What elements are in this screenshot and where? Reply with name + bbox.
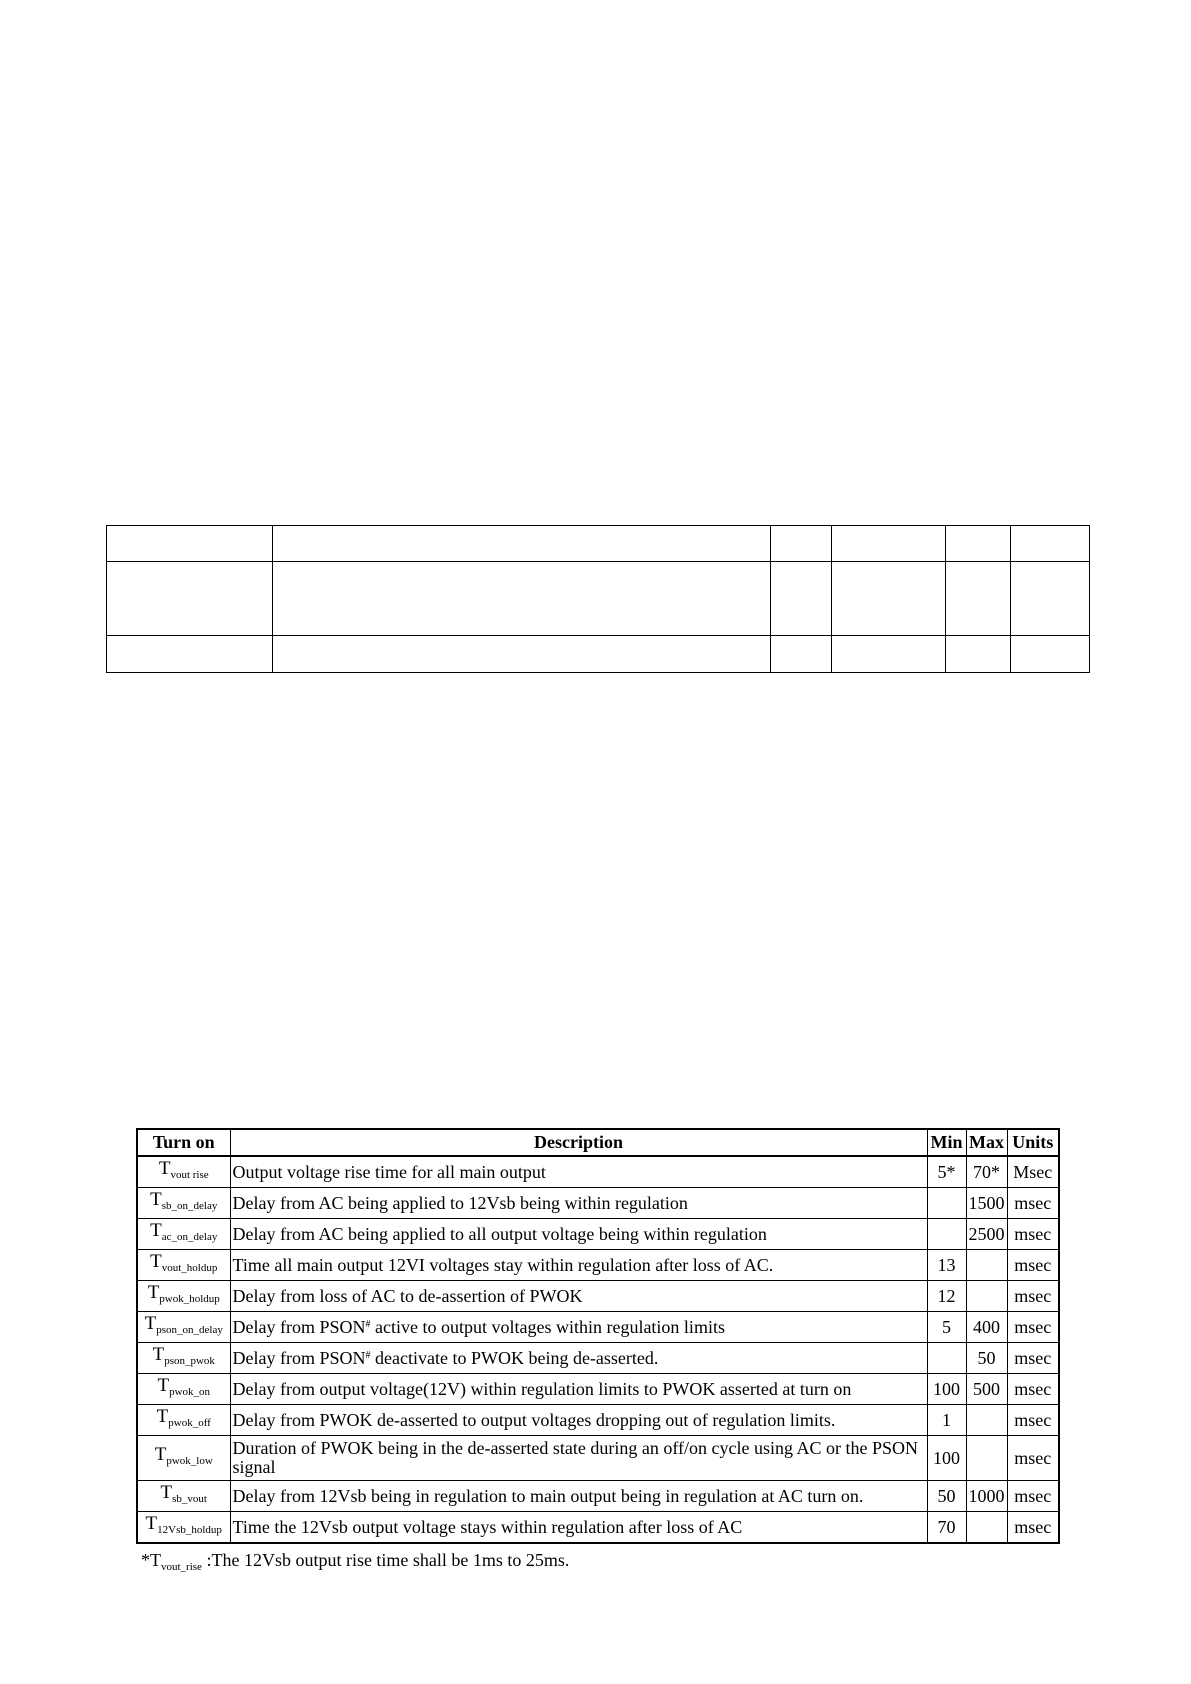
max-cell: 2500 [966,1219,1007,1250]
param-cell: $T_{12Vsb\_holdup}$ [137,1512,230,1544]
max-cell: 50 [966,1343,1007,1374]
max-cell: 400 [966,1312,1007,1343]
grid-cell [946,562,1011,636]
units-cell: msec [1007,1512,1059,1544]
table-row [137,1512,1059,1544]
units-cell: msec [1007,1281,1059,1312]
grid-cell [1011,526,1090,562]
table-row [137,1156,1059,1188]
min-cell: 12 [927,1281,966,1312]
footnote: $*T_{vout\_rise}$ :The 12Vsb output rise time shall be 1ms to 25ms. [141,1550,570,1573]
description-cell: Delay from AC being applied to 12Vsb being within regulation [230,1188,927,1219]
grid-cell [832,562,946,636]
description-cell: Time the 12Vsb output voltage stays within regulation after loss of AC [230,1512,927,1544]
description-cell: Delay from AC being applied to all output voltage being within regulation [230,1219,927,1250]
grid-cell [273,635,771,672]
description-cell: Output voltage rise time for all main output [230,1156,927,1188]
grid-cell [273,526,771,562]
min-cell [927,1343,966,1374]
units-cell: msec [1007,1312,1059,1343]
grid-cell [771,526,832,562]
grid-cell [771,635,832,672]
min-cell: 70 [927,1512,966,1544]
max-cell [966,1436,1007,1481]
min-cell: 1 [927,1405,966,1436]
units-cell: msec [1007,1219,1059,1250]
max-cell [966,1405,1007,1436]
grid-cell [946,526,1011,562]
table-row [137,1405,1059,1436]
description-cell: Duration of PWOK being in the de-asserted state during an off/on cycle using AC or the PSON signal [230,1436,927,1481]
max-cell: 70* [966,1156,1007,1188]
units-cell: msec [1007,1481,1059,1512]
table-row [137,1481,1059,1512]
header-turn-on: Turn on [137,1129,230,1156]
description-cell: Delay from loss of AC to de-assertion of PWOK [230,1281,927,1312]
timing-table-container [136,1128,1058,1573]
max-cell: 1500 [966,1188,1007,1219]
grid-cell [273,562,771,636]
table-row [137,1436,1059,1481]
param-cell: $T_{pson\_on\_delay}$ [137,1312,230,1343]
param-cell: $T_{vout rise}$ [137,1156,230,1188]
table-row [137,1219,1059,1250]
table-row [137,1281,1059,1312]
header-min: Min [927,1129,966,1156]
grid-cell [832,635,946,672]
grid-cell [832,526,946,562]
min-cell [927,1219,966,1250]
min-cell: 13 [927,1250,966,1281]
max-cell [966,1250,1007,1281]
param-cell: $T_{pwok\_holdup}$ [137,1281,230,1312]
min-cell [927,1188,966,1219]
min-cell: 50 [927,1481,966,1512]
param-cell: $T_{sb\_on\_delay}$ [137,1188,230,1219]
description-cell: Time all main output 12VI voltages stay within regulation after loss of AC. [230,1250,927,1281]
max-cell [966,1281,1007,1312]
min-cell: 5 [927,1312,966,1343]
timing-table [136,1128,1060,1544]
header-units: Units [1007,1129,1059,1156]
param-cell: $T_{pwok\_off}$ [137,1405,230,1436]
grid-cell [771,562,832,636]
param-cell: $T_{ac\_on\_delay}$ [137,1219,230,1250]
units-cell: msec [1007,1374,1059,1405]
table-row [137,1250,1059,1281]
units-cell: Msec [1007,1156,1059,1188]
description-cell: Delay from PWOK de-asserted to output voltages dropping out of regulation limits. [230,1405,927,1436]
units-cell: msec [1007,1188,1059,1219]
table-row [137,1188,1059,1219]
units-cell: msec [1007,1436,1059,1481]
table-row [137,1312,1059,1343]
param-cell: $T_{sb\_vout}$ [137,1481,230,1512]
grid-cell [107,635,273,672]
param-cell: $T_{pwok\_on}$ [137,1374,230,1405]
grid-cell [107,526,273,562]
max-cell: 1000 [966,1481,1007,1512]
grid-cell [1011,635,1090,672]
units-cell: msec [1007,1250,1059,1281]
max-cell [966,1512,1007,1544]
description-cell: Delay from 12Vsb being in regulation to main output being in regulation at AC turn on. [230,1481,927,1512]
table-header-row [137,1129,1059,1156]
description-cell: Delay from PSON# deactivate to PWOK being de-asserted. [230,1343,927,1374]
header-description: Description [230,1129,927,1156]
table-row [137,1374,1059,1405]
grid-cell [1011,562,1090,636]
param-cell: $T_{pwok\_low}$ [137,1436,230,1481]
description-cell: Delay from output voltage(12V) within regulation limits to PWOK asserted at turn on [230,1374,927,1405]
grid-cell [946,635,1011,672]
grid-cell [107,562,273,636]
max-cell: 500 [966,1374,1007,1405]
param-cell: $T_{pson\_pwok}$ [137,1343,230,1374]
units-cell: msec [1007,1405,1059,1436]
min-cell: 100 [927,1436,966,1481]
min-cell: 5* [927,1156,966,1188]
min-cell: 100 [927,1374,966,1405]
description-cell: Delay from PSON# active to output voltages within regulation limits [230,1312,927,1343]
header-max: Max [966,1129,1007,1156]
units-cell: msec [1007,1343,1059,1374]
empty-grid-table [106,525,1090,673]
param-cell: $T_{vout\_holdup}$ [137,1250,230,1281]
table-row [137,1343,1059,1374]
